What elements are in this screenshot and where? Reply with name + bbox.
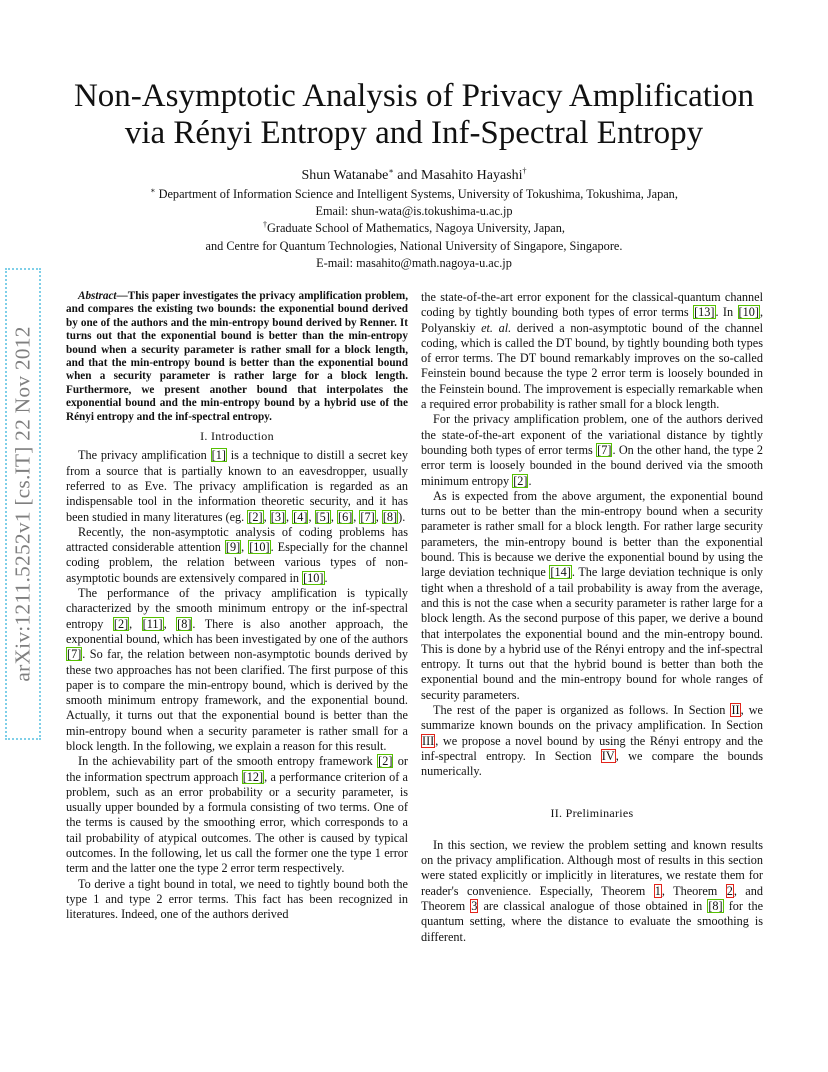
citation-link[interactable]: [2] [248,509,263,524]
paragraph: For the privacy amplification problem, one of the authors derived the state-of-the-art exponent of the variational distance by tightly bounding both types of error terms [7]. On the other hand, the type 2 error term is loosely bounded in the bound derived via the smooth minimum entropy [2]. [421,412,763,488]
left-column [66,290,408,923]
citation-link[interactable]: [10] [303,570,324,585]
section-heading-preliminaries: II. Preliminaries [550,805,634,820]
abstract-label: Abstract [78,290,117,302]
citation-link[interactable]: [6] [338,509,353,524]
arxiv-stamp: arXiv:1211.5252v1 [cs.IT] 22 Nov 2012 [10,326,35,682]
citation-link[interactable]: [8] [708,898,723,913]
citation-link[interactable]: [10] [249,540,270,555]
citation-link[interactable]: [4] [293,509,308,524]
paragraph: To derive a tight bound in total, we need to tightly bound both the type 1 and type 2 error terms. This fact has been recognized in literatures. Indeed, one of the authors derived [66,876,408,922]
citation-link[interactable]: [7] [360,509,375,524]
email-1: Email: shun-wata@is.tokushima-u.ac.jp [315,204,513,219]
affiliation-3: and Centre for Quantum Technologies, National University of Singapore, Singapore. [205,238,623,253]
citation-link[interactable]: [9] [225,540,241,555]
citation-link[interactable]: [2] [378,754,393,769]
title-line-1: Non-Asymptotic Analysis of Privacy Amplification [73,78,755,114]
paragraph: In the achievability part of the smooth entropy framework [2] or the information spectrum approach [12], a performance criterion of a problem, such as an error probability or a security parameter, is usually upper bounded by a formula consisting of two terms. One of the terms is caused by the smoothing error, which corresponds to a tail probability of atypical outcomes. The other is caused by typical outcomes. In the following, let us call the former one the type 1 error term and the latter one the type 2 error term respectively. [66,754,408,876]
affiliations: ∗ Department of Information Science and Intelligent Systems, University of Tokushima, Tokushima, Japan, Email: shun-wata@is.tokushima-u.ac.jp †Graduate School of Mathematics, Nagoya University, Japan, and Centre for Quantum Technologies, National University of Singapore, Singapore. E-mail: masahito@math.nagoya-u.ac.jp [0,186,828,272]
author-line: Shun Watanabe∗ and Masahito Hayashi† [301,166,527,183]
paragraph: The performance of the privacy amplification is typically characterized by the smooth minimum entropy or the inf-spectral entropy [2], [11], [8]. There is also another approach, the exponential bound, which has been investigated by one of the authors [7]. So far, the relation between non-asymptotic bounds derived by these two approaches has not been clarified. The first purpose of this paper is to compare the min-entropy bound, which is derived by the smooth minimum entropy framework, and the exponential bound. Actually, it turns out that the exponential bound is better than the min-entropy bound when a security parameter is rather small for a block length. In the following, we explain a reason for this result. [66,586,408,753]
section-link[interactable]: III [422,733,435,748]
email-2: E-mail: masahito@math.nagoya-u.ac.jp [316,255,512,270]
citation-link[interactable]: [5] [315,509,330,524]
citation-link[interactable]: [2] [113,616,129,631]
arxiv-stamp-box [5,268,41,740]
affiliation-2: Graduate School of Mathematics, Nagoya University, Japan, [266,221,565,236]
citation-link[interactable]: [1] [211,448,226,463]
right-column [421,290,763,945]
abstract-text: —This paper investigates the privacy amplification problem, and compares the existing two bounds: the exponential bound derived by one of the authors and the min-entropy bound derived by Renner. It turns out that the exponential bound is better than the min-entropy bound when a security parameter is rather small for a block length, and that the min-entropy bound is better than the exponential bound when a security parameter is rather large for a block length. Furthermore, we present another bound that interpolates the exponential bound and the min-entropy bound by a hybrid use of the Rényi entropy and the inf-spectral entropy. [66,290,408,423]
abstract [66,290,408,424]
author-1: Shun Watanabe [301,168,389,183]
citation-link[interactable]: [13] [694,305,715,320]
title-line-2: via Rényi Entropy and Inf-Spectral Entropy [124,115,704,151]
section-heading-introduction: I. Introduction [200,429,274,444]
paragraph: The privacy amplification [1] is a technique to distill a secret key from a source that is partially known to an eavesdropper, usually referred to as Eve. The privacy amplification is regarded as an indispensable tool in the information theoretic security, and it has been studied in many literatures (eg. [2], [3], [4], [5], [6], [7], [8]). [66,448,408,524]
theorem-link[interactable]: 2 [726,883,733,898]
paper-title [40,78,788,152]
theorem-link[interactable]: 3 [471,898,478,913]
citation-link[interactable]: [11] [142,616,163,631]
paragraph: the state-of-the-art error exponent for the classical-quantum channel coding by tightly bounding both types of error terms [13]. In [10], Polyanskiy et. al. derived a non-asymptotic bound of the channel coding, which is called the DT bound, by tightly bounding both types of error terms. The DT bound remarkably improves on the so-called Feinstein bound because the type 2 error term is loosely bounded in the Feinstein bound. The improvement is especially remarkable when a required error probability is rather small for a block length. [421,290,763,412]
citation-link[interactable]: [7] [67,647,82,662]
paragraph: Recently, the non-asymptotic analysis of coding problems has attracted considerable attention [9], [10]. Especially for the channel coding problem, the relation between various types of non-asymptotic bounds are extensively compared in [10]. [66,524,408,585]
citation-link[interactable]: [8] [382,509,398,524]
citation-link[interactable]: [8] [177,616,192,631]
citation-link[interactable]: [2] [513,473,528,488]
citation-link[interactable]: [3] [270,509,286,524]
paragraph: In this section, we review the problem setting and known results on the privacy amplification. Although most of results in this section were stated explicitly or implicitly in literatures, we restate them for reader's convenience. Especially, Theorem 1, Theorem 2, and Theorem 3 are classical analogue of those obtained in [8] for the quantum setting, where the distance to evaluate the smoothing is different. [421,837,764,944]
theorem-link[interactable]: 1 [654,883,661,898]
citation-link[interactable]: [14] [550,565,571,580]
paragraph: The rest of the paper is organized as follows. In Section II, we summarize known bounds on the privacy amplification. In Section III, we propose a novel bound by using the Rényi entropy and the inf-spectral entropy. In Section IV, we compare the bounds numerically. [421,703,763,779]
author-2: Masahito Hayashi [421,168,523,183]
citation-link[interactable]: [7] [597,442,612,457]
citation-link[interactable]: [12] [242,769,264,784]
affiliation-1: Department of Information Science and Intelligent Systems, University of Tokushima, Tokushima, Japan, [158,187,678,201]
citation-link[interactable]: [10] [738,305,759,320]
section-link[interactable]: II [731,703,740,718]
section-link[interactable]: IV [601,748,615,763]
paragraph: As is expected from the above argument, the exponential bound turns out to be better than the min-entropy bound when a security parameter is rather small for a block length. For rather large security parameters, the min-entropy bound is better than the exponential bound. This is because we derive the exponential bound by using the large deviation technique [14]. The large deviation technique is only tight when a threshold of a tail probability is away from the average, and this is not the case when a security parameter is rather large for a block length. As the second purpose of this paper, we derive a bound that interpolates the exponential bound and the min-entropy bound. This is done by a hybrid use of the Rényi entropy and the inf-spectral entropy. It turns out that the hybrid bound is better than both the exponential bound and the min-entropy bound for whole ranges of security parameters. [421,488,763,702]
